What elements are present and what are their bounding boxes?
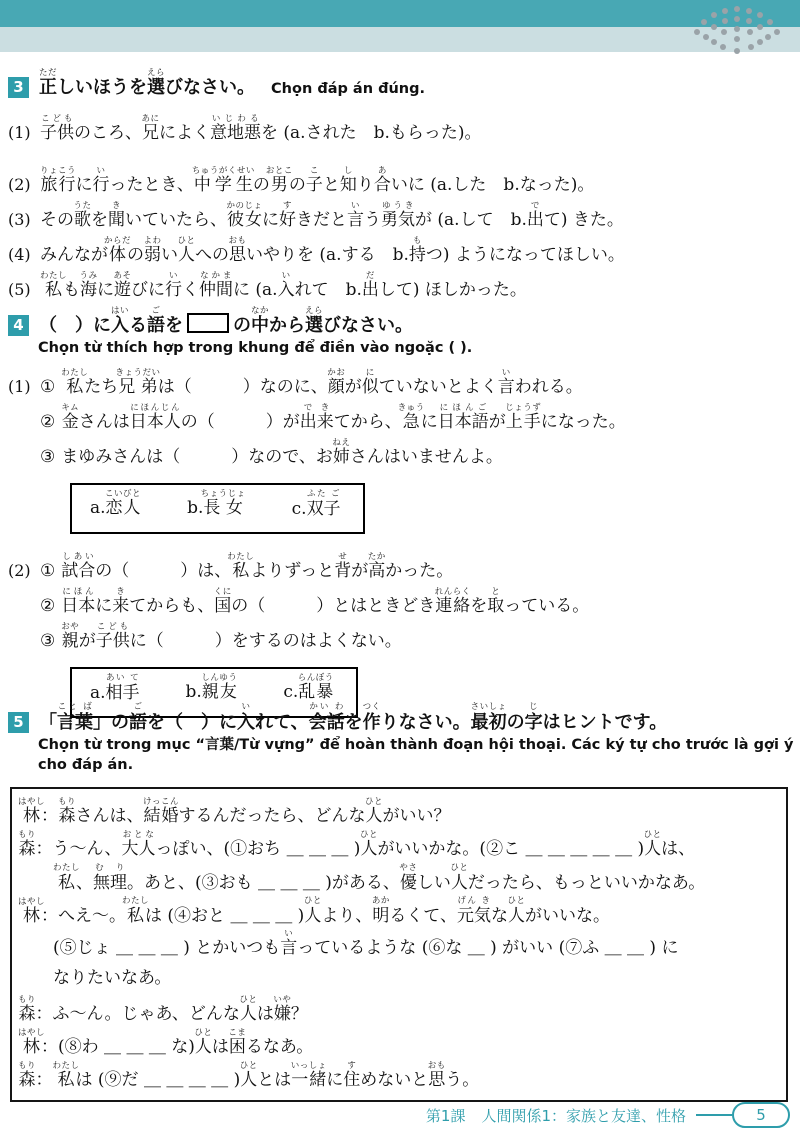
item-text: みんなが体からだの弱よわい人ひとへの思おもいやりを (a.する b.持もつ) ようになってほしい。 [40,236,625,265]
sub-question [40,552,589,587]
footer-lesson-label: 第1課 [425,1106,466,1125]
dialogue-text: (⑧わ ＿ ＿ ＿ な)人ひとは困こまるなあ。 [58,1028,314,1057]
page-number: 5 [756,1106,766,1124]
answer-option: a.恋人こいびと [90,489,142,518]
sub-question-text: 私わたしたち兄弟きょうだいは（ ）なのに、顔かおが似にていないとよく言いわれる。 [61,368,583,397]
exercise-item [8,166,796,201]
section-3-header [8,68,796,102]
sub-question [40,368,626,403]
group-items [40,368,626,542]
item-text: 私わたしも海うみに遊あそびに行いく仲間なかまに (a.入いれて b.出だして) ほしかった。 [40,271,527,300]
item-number-label: (4) [8,245,31,264]
dialogue-line [18,929,776,962]
item-number-label: (5) [8,280,31,299]
dialogue-speaker: 林はやし： [18,897,58,926]
header-band-dark [0,0,800,27]
answer-option: a.相手あい て [90,673,140,703]
sub-question-text: 日本にほんに来きてからも、国くにの（ ）とはときどき連絡れんらくを取とっている。 [61,587,590,616]
dialogue-line [18,797,776,830]
dialogue-text: 森もりさんは、結婚けっこんするんだったら、どんな人ひとがいい？ [58,797,451,826]
section-subtitle-vietnamese: Chọn từ thích hợp trong khung để điền vào ngoặc ( ). [38,340,473,356]
exercise-item [8,114,796,149]
circled-number: ① [40,377,56,397]
section-exercise-5 [8,702,796,1102]
item-number-label: (2) [8,175,31,194]
footer-chapter-title: 人間関係1：家族と友達、性格 [481,1106,686,1125]
dialogue-line [18,830,776,863]
section-5-header [8,702,796,737]
dialogue-text: 私わたし、無理む り。あと、(③おも ＿ ＿ ＿ )がある、優やさしい人ひとだったら、もっといいかなあ。 [53,863,706,893]
answer-options-box [70,483,365,534]
circled-number: ③ [40,447,56,467]
header-band-light [0,27,800,52]
section-title: 正ただしいほうを選えらびなさい。 [39,68,255,98]
sub-question-text: 金キムさんは日本人にほんじんの（ ）が出来できてから、急きゅうに日本語にほんごが上手じょうずになった。 [61,403,626,432]
section-exercise-4 [8,306,796,726]
exercise-item [8,201,796,236]
dialogue-line [18,1061,776,1094]
answer-option: b.長女ちょうじょ [187,489,246,518]
dialogue-text: なりたいなあ。 [53,968,172,988]
question-group [8,368,796,542]
dialogue-line [18,896,776,929]
section-4-header [8,306,796,340]
answer-option: b.親友しんゆう [185,673,238,702]
circled-number: ② [40,596,56,616]
question-group-list [8,368,796,726]
section-subtitle-vietnamese: Chọn đáp án đúng. [271,81,425,97]
group-number-label: (1) [8,377,31,396]
dialogue-text: (⑤じょ ＿ ＿ ＿ ) とかいつも言いっているような (⑥な ＿ ) がいい (⑦ふ ＿ ＿ ) に [53,929,679,958]
dialogue-speaker: 森もり： [18,995,53,1024]
sub-question [40,438,626,473]
section-title: （ ）に入はいる語ごを の中なかから選えらびなさい。 [39,306,413,336]
item-text: 旅行りょこうに行いったとき、中学生ちゅうがくせいの男おとこの子こと知しり合あいに (a.した b.なった)。 [40,166,595,195]
dialogue-line [18,863,776,896]
circled-number: ③ [40,631,56,651]
section-subtitle-vietnamese: Chọn từ trong mục “言葉/Từ vựng” để hoàn thành đoạn hội thoại. Các ký tự cho trước là gợi ý cho đáp án. [38,737,794,773]
dialogue-speaker: 森もり： [18,1061,53,1090]
item-number-label: (1) [8,123,31,142]
dialogue-box [10,787,788,1102]
circled-number: ① [40,561,56,581]
dialogue-text: へえ～。私わたしは (④おと ＿ ＿ ＿ )人ひとより、明あかるくて、元気げん きな人ひとがいいな。 [58,896,610,926]
page-footer [426,1102,790,1128]
sub-question [40,403,626,438]
dialogue-line [18,962,776,995]
footer-dash-line [696,1114,732,1116]
dialogue-line [18,995,776,1028]
section-number-badge: 3 [8,77,29,98]
dialogue-speaker: 林はやし： [18,1028,58,1057]
item-text: その歌うたを聞きいていたら、彼女かのじょに好すきだと言いう勇気ゆうきが (a.して b.出でて) きた。 [40,201,624,230]
exercise-item-list [8,114,796,306]
question-group [8,552,796,726]
answer-option: c.双子ふた ご [291,489,341,519]
group-items [40,552,589,726]
exercise-item [8,271,796,306]
section-number-badge: 5 [8,712,29,733]
dialogue-speaker: 林はやし： [18,797,58,826]
section-title: 「言葉こと ば」の語ごを（ ）に入いれて、会話かい わを作つくりなさい。最初さいしょの字じはヒントです。 [39,702,668,733]
exercise-item [8,236,796,271]
circled-number: ② [40,412,56,432]
item-text: 子供こどものころ、兄あにによく意地悪いじわるを (a.された b.もらった)。 [40,114,482,143]
page-number-pill [732,1102,790,1128]
blank-answer-box-glyph [187,313,229,333]
sub-question-text: 親おやが子供こどもに（ ）をするのはよくない。 [61,622,402,651]
dialogue-text: う～ん、大人おとなっぽい、(①おち ＿ ＿ ＿ )人ひとがいいかな。(②こ ＿ ＿ ＿ ＿ ＿ )人ひとは、 [52,830,696,859]
sub-question-text: 試合しあいの（ ）は、私わたしよりずっと背せが高たかかった。 [61,552,454,581]
dialogue-speaker: 森もり： [18,830,53,859]
section-number-badge: 4 [8,315,29,336]
dialogue-line [18,1028,776,1061]
item-number-label: (3) [8,210,31,229]
sub-question [40,622,589,657]
group-number-label: (2) [8,561,31,580]
section-exercise-3 [8,68,796,306]
sub-question-text: まゆみさんは（ ）なので、お姉ねえさんはいませんよ。 [61,438,503,467]
dialogue-text: 私わたしは (⑨だ ＿ ＿ ＿ ＿ )人ひととは一緒いっしょに住すめないと思おもう。 [52,1061,480,1090]
sub-question [40,587,589,622]
dialogue-text: ふ～ん。じゃあ、どんな人ひとは嫌いや？ [52,995,308,1024]
answer-option: c.乱暴らんぼう [283,673,334,702]
